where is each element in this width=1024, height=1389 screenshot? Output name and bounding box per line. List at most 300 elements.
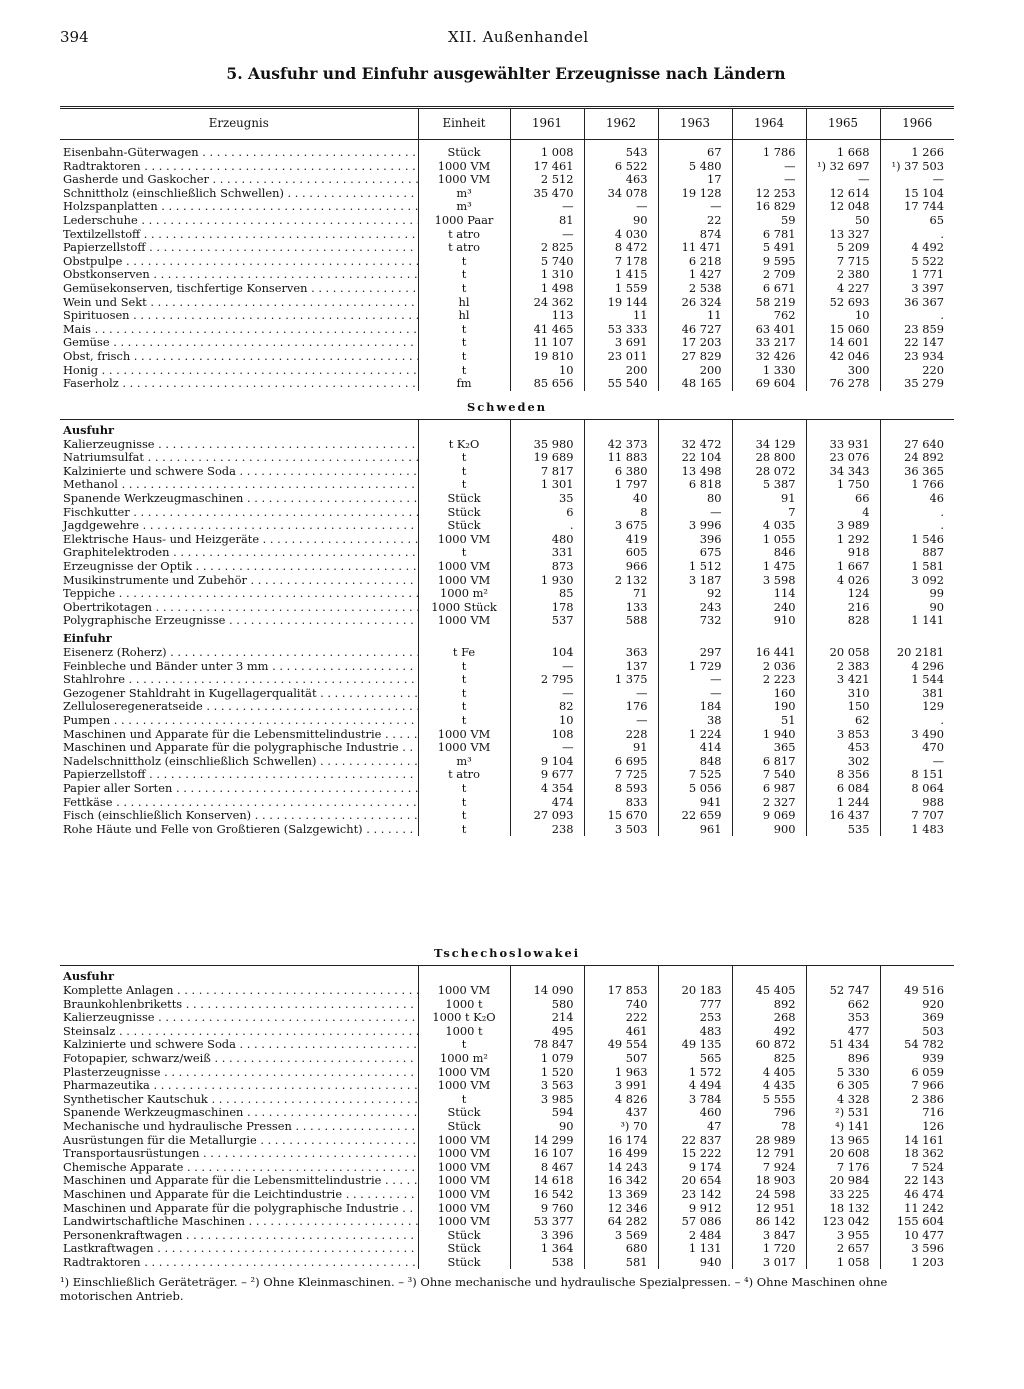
value-cell: 6 522 — [584, 160, 658, 174]
value-cell: 176 — [584, 700, 658, 714]
value-cell: 7 924 — [732, 1161, 806, 1175]
value-cell: 32 426 — [732, 350, 806, 364]
value-cell: 10 477 — [880, 1229, 954, 1243]
value-cell: 675 — [658, 546, 732, 560]
value-cell: 4 492 — [880, 241, 954, 255]
value-cell: 11 — [584, 309, 658, 323]
table-row — [60, 546, 954, 560]
value-cell: 2 036 — [732, 660, 806, 674]
value-cell: 9 174 — [658, 1161, 732, 1175]
value-cell: 253 — [658, 1011, 732, 1025]
value-cell: 1 572 — [658, 1066, 732, 1080]
value-cell: 6 084 — [806, 782, 880, 796]
product-name: Papierzellstoff . . . — [60, 768, 418, 782]
value-cell: 6 817 — [732, 755, 806, 769]
value-cell: 24 892 — [880, 451, 954, 465]
value-cell: 200 — [584, 364, 658, 378]
value-cell: 1 266 — [880, 146, 954, 160]
value-cell: 59 — [732, 214, 806, 228]
unit-cell: t — [418, 465, 510, 479]
value-cell: 8 593 — [584, 782, 658, 796]
value-cell: ⁴) 141 — [806, 1120, 880, 1134]
value-cell: 538 — [510, 1256, 584, 1270]
column-header-year: 1966 — [880, 108, 954, 140]
value-cell: 1 668 — [806, 146, 880, 160]
unit-cell: t — [418, 673, 510, 687]
unit-cell: Stück — [418, 1106, 510, 1120]
value-cell: 594 — [510, 1106, 584, 1120]
value-cell: 6 059 — [880, 1066, 954, 1080]
value-cell: 23 859 — [880, 323, 954, 337]
value-cell: 20 2181 — [880, 646, 954, 660]
product-name: Gasherde und Gaskocher . . . — [60, 173, 418, 187]
value-cell: 537 — [510, 614, 584, 628]
value-cell: 1 963 — [584, 1066, 658, 1080]
value-cell: 2 383 — [806, 660, 880, 674]
value-cell: 1 375 — [584, 673, 658, 687]
product-name: Mais . . . — [60, 323, 418, 337]
table-row — [60, 755, 954, 769]
product-name: Kalierzeugnisse . . . — [60, 1011, 418, 1025]
value-cell: 17 744 — [880, 200, 954, 214]
value-cell: 123 042 — [806, 1215, 880, 1229]
unit-cell: 1000 VM — [418, 560, 510, 574]
value-cell: 137 — [584, 660, 658, 674]
unit-cell: t — [418, 451, 510, 465]
product-name: Spirituosen . . . — [60, 309, 418, 323]
unit-cell: t — [418, 546, 510, 560]
table-row — [60, 282, 954, 296]
table-row — [60, 268, 954, 282]
value-cell: 2 657 — [806, 1242, 880, 1256]
value-cell: 26 324 — [658, 296, 732, 310]
value-cell: 14 618 — [510, 1174, 584, 1188]
value-cell: 1 930 — [510, 574, 584, 588]
value-cell: 503 — [880, 1025, 954, 1039]
value-cell: 300 — [806, 364, 880, 378]
value-cell: — — [584, 200, 658, 214]
value-cell: 20 654 — [658, 1174, 732, 1188]
product-name: Maschinen und Apparate für die Lebensmittelindustrie . . . — [60, 1174, 418, 1188]
product-name: Erzeugnisse der Optik . . . — [60, 560, 418, 574]
value-cell: 19 128 — [658, 187, 732, 201]
value-cell: 1 058 — [806, 1256, 880, 1270]
table-row — [60, 809, 954, 823]
value-cell: 17 203 — [658, 336, 732, 350]
product-name: Zelluloseregeneratseide . . . — [60, 700, 418, 714]
value-cell: 85 656 — [510, 377, 584, 391]
value-cell: 51 434 — [806, 1038, 880, 1052]
value-cell: — — [880, 755, 954, 769]
value-cell: 3 598 — [732, 574, 806, 588]
value-cell: 2 825 — [510, 241, 584, 255]
value-cell: 22 — [658, 214, 732, 228]
value-cell: 124 — [806, 587, 880, 601]
product-name: Methanol . . . — [60, 478, 418, 492]
product-name: Wein und Sekt . . . — [60, 296, 418, 310]
table-row — [60, 823, 954, 837]
value-cell: 11 107 — [510, 336, 584, 350]
value-cell: 740 — [584, 998, 658, 1012]
value-cell: 1 581 — [880, 560, 954, 574]
value-cell: 14 090 — [510, 984, 584, 998]
value-cell: 825 — [732, 1052, 806, 1066]
value-cell: 16 441 — [732, 646, 806, 660]
value-cell: 7 715 — [806, 255, 880, 269]
unit-cell: t — [418, 687, 510, 701]
section-label-export: Ausfuhr — [60, 966, 418, 985]
value-cell: 1 141 — [880, 614, 954, 628]
value-cell: 160 — [732, 687, 806, 701]
value-cell: 6 671 — [732, 282, 806, 296]
value-cell: 91 — [584, 741, 658, 755]
product-name: Steinsalz . . . — [60, 1025, 418, 1039]
value-cell: 36 367 — [880, 296, 954, 310]
table-row — [60, 506, 954, 520]
value-cell: 18 362 — [880, 1147, 954, 1161]
value-cell: 9 677 — [510, 768, 584, 782]
value-cell: 3 989 — [806, 519, 880, 533]
value-cell: 2 512 — [510, 173, 584, 187]
value-cell: 8 151 — [880, 768, 954, 782]
table-row — [60, 1011, 954, 1025]
value-cell: 507 — [584, 1052, 658, 1066]
unit-cell: t — [418, 1038, 510, 1052]
value-cell: 184 — [658, 700, 732, 714]
value-cell: 833 — [584, 796, 658, 810]
value-cell: 6 695 — [584, 755, 658, 769]
product-name: Gemüse . . . — [60, 336, 418, 350]
value-cell: 9 760 — [510, 1202, 584, 1216]
value-cell: 966 — [584, 560, 658, 574]
value-cell: 35 980 — [510, 438, 584, 452]
value-cell: 108 — [510, 728, 584, 742]
value-cell: 6 — [510, 506, 584, 520]
unit-cell: 1000 Paar — [418, 214, 510, 228]
value-cell: 50 — [806, 214, 880, 228]
table-row — [60, 700, 954, 714]
country-heading: Tschechoslowakei — [433, 946, 581, 961]
page-number: 394 — [60, 28, 89, 46]
unit-cell: t — [418, 823, 510, 837]
value-cell: 492 — [732, 1025, 806, 1039]
value-cell: 66 — [806, 492, 880, 506]
value-cell: 2 484 — [658, 1229, 732, 1243]
value-cell: 605 — [584, 546, 658, 560]
value-cell: 23 011 — [584, 350, 658, 364]
value-cell: 3 691 — [584, 336, 658, 350]
value-cell: 238 — [510, 823, 584, 837]
country-heading: Schweden — [467, 399, 547, 414]
value-cell: 2 380 — [806, 268, 880, 282]
unit-cell: hl — [418, 309, 510, 323]
value-cell: 4 227 — [806, 282, 880, 296]
product-name: Musikinstrumente und Zubehör . . . — [60, 574, 418, 588]
value-cell: 6 818 — [658, 478, 732, 492]
table-row — [60, 646, 954, 660]
value-cell: 113 — [510, 309, 584, 323]
value-cell: 437 — [584, 1106, 658, 1120]
value-cell: 35 470 — [510, 187, 584, 201]
table-row — [60, 1242, 954, 1256]
value-cell: 14 161 — [880, 1134, 954, 1148]
value-cell: . — [880, 519, 954, 533]
unit-cell: 1000 VM — [418, 1134, 510, 1148]
value-cell: 1 729 — [658, 660, 732, 674]
value-cell: 90 — [510, 1120, 584, 1134]
value-cell: 82 — [510, 700, 584, 714]
value-cell: 2 386 — [880, 1093, 954, 1107]
product-name: Pharmazeutika . . . — [60, 1079, 418, 1093]
value-cell: 1 520 — [510, 1066, 584, 1080]
value-cell: 220 — [880, 364, 954, 378]
value-cell: 38 — [658, 714, 732, 728]
unit-cell: 1000 VM — [418, 614, 510, 628]
value-cell: 1 131 — [658, 1242, 732, 1256]
value-cell: 7 525 — [658, 768, 732, 782]
unit-cell: Stück — [418, 519, 510, 533]
value-cell: 5 491 — [732, 241, 806, 255]
table-row — [60, 998, 954, 1012]
product-name: Elektrische Haus- und Heizgeräte . . . — [60, 533, 418, 547]
value-cell: 1 544 — [880, 673, 954, 687]
product-name: Gemüsekonserven, tischfertige Konserven . . . — [60, 282, 418, 296]
product-name: Maschinen und Apparate für die polygraphische Industrie . . . — [60, 1202, 418, 1216]
value-cell: 1 008 — [510, 146, 584, 160]
unit-cell: t Fe — [418, 646, 510, 660]
value-cell: 2 327 — [732, 796, 806, 810]
product-name: Honig . . . — [60, 364, 418, 378]
value-cell: 16 107 — [510, 1147, 584, 1161]
table-row — [60, 768, 954, 782]
value-cell: 243 — [658, 601, 732, 615]
unit-cell: Stück — [418, 1242, 510, 1256]
value-cell: 297 — [658, 646, 732, 660]
value-cell: 19 689 — [510, 451, 584, 465]
value-cell: ²) 531 — [806, 1106, 880, 1120]
value-cell: 53 333 — [584, 323, 658, 337]
product-name: Pumpen . . . — [60, 714, 418, 728]
product-name: Fischkutter . . . — [60, 506, 418, 520]
value-cell: 49 516 — [880, 984, 954, 998]
value-cell: ¹) 32 697 — [806, 160, 880, 174]
unit-cell: t — [418, 660, 510, 674]
value-cell: 90 — [880, 601, 954, 615]
value-cell: 396 — [658, 533, 732, 547]
unit-cell: m³ — [418, 187, 510, 201]
value-cell: 78 847 — [510, 1038, 584, 1052]
value-cell: 961 — [658, 823, 732, 837]
value-cell: 848 — [658, 755, 732, 769]
value-cell: 892 — [732, 998, 806, 1012]
value-cell: 419 — [584, 533, 658, 547]
table-row — [60, 560, 954, 574]
value-cell: 22 147 — [880, 336, 954, 350]
value-cell: 22 837 — [658, 1134, 732, 1148]
value-cell: — — [510, 228, 584, 242]
product-name: Faserholz . . . — [60, 377, 418, 391]
column-header-year: 1965 — [806, 108, 880, 140]
unit-cell: 1000 VM — [418, 984, 510, 998]
value-cell: 2 132 — [584, 574, 658, 588]
value-cell: 4 030 — [584, 228, 658, 242]
value-cell: 16 542 — [510, 1188, 584, 1202]
value-cell: 20 183 — [658, 984, 732, 998]
value-cell: — — [806, 173, 880, 187]
value-cell: 222 — [584, 1011, 658, 1025]
unit-cell: 1000 VM — [418, 1215, 510, 1229]
value-cell: 34 343 — [806, 465, 880, 479]
product-name: Jagdgewehre . . . — [60, 519, 418, 533]
column-header-year: 1961 — [510, 108, 584, 140]
value-cell: 86 142 — [732, 1215, 806, 1229]
value-cell: 214 — [510, 1011, 584, 1025]
value-cell: 40 — [584, 492, 658, 506]
value-cell: 9 104 — [510, 755, 584, 769]
value-cell: 5 056 — [658, 782, 732, 796]
value-cell: 7 725 — [584, 768, 658, 782]
value-cell: 20 608 — [806, 1147, 880, 1161]
value-cell: 5 555 — [732, 1093, 806, 1107]
value-cell: 9 595 — [732, 255, 806, 269]
value-cell: 47 — [658, 1120, 732, 1134]
value-cell: . — [880, 506, 954, 520]
value-cell: 1 364 — [510, 1242, 584, 1256]
unit-cell: t — [418, 796, 510, 810]
value-cell: 34 078 — [584, 187, 658, 201]
value-cell: 1 766 — [880, 478, 954, 492]
value-cell: 777 — [658, 998, 732, 1012]
unit-cell: fm — [418, 377, 510, 391]
table-row — [60, 1188, 954, 1202]
value-cell: 1 667 — [806, 560, 880, 574]
value-cell: 42 046 — [806, 350, 880, 364]
table-row — [60, 1174, 954, 1188]
value-cell: 9 912 — [658, 1202, 732, 1216]
value-cell: 51 — [732, 714, 806, 728]
value-cell: 1 771 — [880, 268, 954, 282]
value-cell: 3 563 — [510, 1079, 584, 1093]
unit-cell: 1000 VM — [418, 1066, 510, 1080]
value-cell: 54 782 — [880, 1038, 954, 1052]
value-cell: . — [510, 519, 584, 533]
value-cell: 460 — [658, 1106, 732, 1120]
footnotes: ¹) Einschließlich Geräteträger. – ²) Ohne Kleinmaschinen. – ³) Ohne mechanische und hydraulische Spezialpressen. – ⁴) Ohne Maschinen ohne motorischen Antrieb. — [60, 1275, 888, 1303]
value-cell: 581 — [584, 1256, 658, 1270]
product-name: Papierzellstoff . . . — [60, 241, 418, 255]
product-name: Chemische Apparate . . . — [60, 1161, 418, 1175]
unit-cell: m³ — [418, 200, 510, 214]
value-cell: 5 522 — [880, 255, 954, 269]
table-row — [60, 1202, 954, 1216]
table-row — [60, 200, 954, 214]
value-cell: 22 659 — [658, 809, 732, 823]
value-cell: 46 727 — [658, 323, 732, 337]
unit-cell: 1000 VM — [418, 533, 510, 547]
product-name: Maschinen und Apparate für die polygraphische Industrie . . . — [60, 741, 418, 755]
value-cell: 874 — [658, 228, 732, 242]
value-cell: 1 475 — [732, 560, 806, 574]
value-cell: 1 720 — [732, 1242, 806, 1256]
value-cell: 3 596 — [880, 1242, 954, 1256]
unit-cell: Stück — [418, 506, 510, 520]
table-row — [60, 241, 954, 255]
value-cell: 33 217 — [732, 336, 806, 350]
value-cell: 14 243 — [584, 1161, 658, 1175]
czech-export-rows — [60, 984, 954, 1269]
value-cell: 3 675 — [584, 519, 658, 533]
value-cell: 13 965 — [806, 1134, 880, 1148]
table-header-row — [60, 108, 954, 140]
value-cell: 3 955 — [806, 1229, 880, 1243]
value-cell: 381 — [880, 687, 954, 701]
table-row — [60, 1120, 954, 1134]
product-name: Papier aller Sorten . . . — [60, 782, 418, 796]
value-cell: 16 342 — [584, 1174, 658, 1188]
product-name: Transportausrüstungen . . . — [60, 1147, 418, 1161]
value-cell: 3 421 — [806, 673, 880, 687]
table-row — [60, 601, 954, 615]
value-cell: 920 — [880, 998, 954, 1012]
unit-cell: Stück — [418, 1256, 510, 1270]
value-cell: 11 883 — [584, 451, 658, 465]
value-cell: 4 026 — [806, 574, 880, 588]
unit-cell: t atro — [418, 241, 510, 255]
product-name: Textilzellstoff . . . — [60, 228, 418, 242]
product-name: Spanende Werkzeugmaschinen . . . — [60, 492, 418, 506]
product-name: Eisenerz (Roherz) . . . — [60, 646, 418, 660]
value-cell: 34 129 — [732, 438, 806, 452]
value-cell: 12 346 — [584, 1202, 658, 1216]
section-label-export: Ausfuhr — [60, 419, 418, 438]
value-cell: 20 058 — [806, 646, 880, 660]
product-name: Ausrüstungen für die Metallurgie . . . — [60, 1134, 418, 1148]
value-cell: 3 996 — [658, 519, 732, 533]
table-row — [60, 296, 954, 310]
value-cell: 52 693 — [806, 296, 880, 310]
value-cell: 63 401 — [732, 323, 806, 337]
value-cell: 5 330 — [806, 1066, 880, 1080]
value-cell: 11 242 — [880, 1202, 954, 1216]
table-row — [60, 1215, 954, 1229]
table-row — [60, 741, 954, 755]
table-row — [60, 1106, 954, 1120]
column-header-product: Erzeugnis — [60, 108, 418, 140]
value-cell: 5 209 — [806, 241, 880, 255]
value-cell: 16 829 — [732, 200, 806, 214]
value-cell: 3 397 — [880, 282, 954, 296]
unit-cell: t — [418, 809, 510, 823]
unit-cell: 1000 VM — [418, 173, 510, 187]
unit-cell: 1000 m² — [418, 587, 510, 601]
value-cell: ¹) 37 503 — [880, 160, 954, 174]
value-cell: 3 503 — [584, 823, 658, 837]
value-cell: 680 — [584, 1242, 658, 1256]
value-cell: 99 — [880, 587, 954, 601]
value-cell: 5 387 — [732, 478, 806, 492]
value-cell: 10 — [510, 714, 584, 728]
value-cell: 49 135 — [658, 1038, 732, 1052]
table-title: 5. Ausfuhr und Einfuhr ausgewählter Erzeugnisse nach Ländern — [226, 64, 786, 83]
unit-cell: t — [418, 714, 510, 728]
product-name: Kalzinierte und schwere Soda . . . — [60, 1038, 418, 1052]
column-header-year: 1963 — [658, 108, 732, 140]
unit-cell: t — [418, 700, 510, 714]
product-name: Natriumsulfat . . . — [60, 451, 418, 465]
value-cell: 14 601 — [806, 336, 880, 350]
unit-cell: Stück — [418, 146, 510, 160]
value-cell: 85 — [510, 587, 584, 601]
